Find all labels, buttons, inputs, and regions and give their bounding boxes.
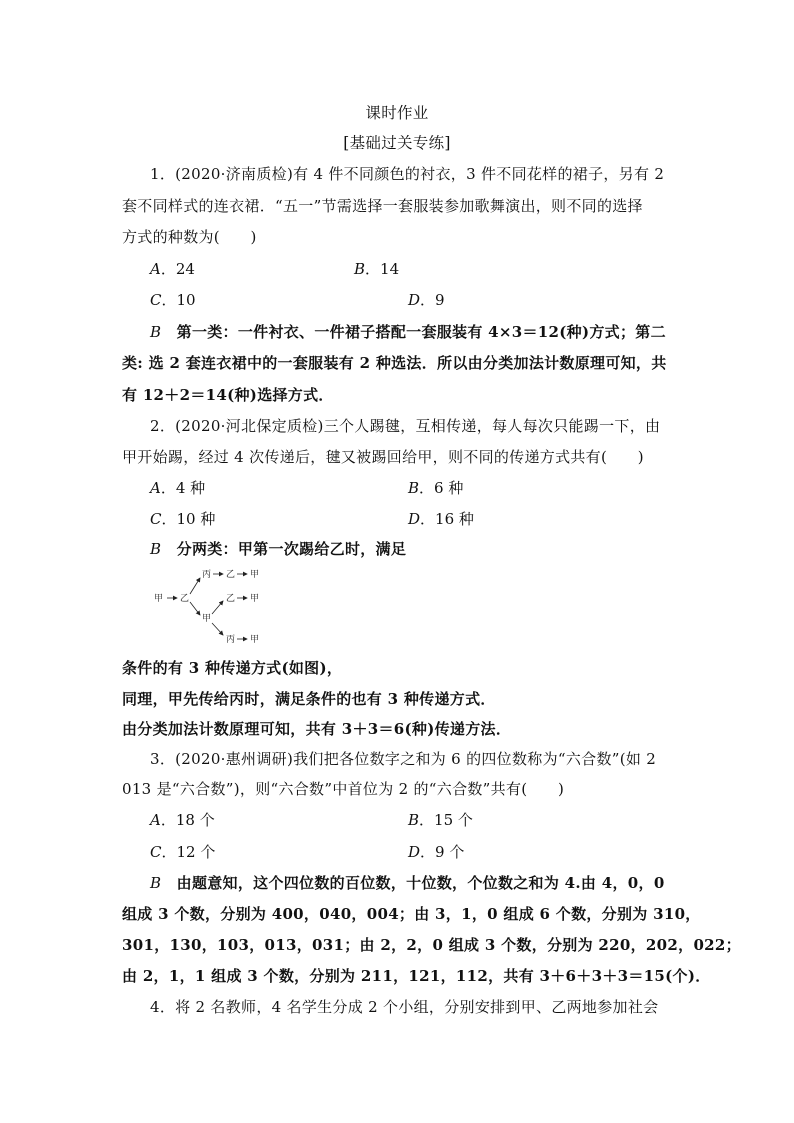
tree-b2-1: 甲 — [250, 594, 260, 604]
q3-option-d: D．9 个 — [408, 843, 465, 861]
q2-answer-line-1: B 分两类：甲第一次踢给乙时，满足 — [150, 540, 407, 558]
q1-line-1: 1．(2020·济南质检)有 4 件不同颜色的衬衣，3 件不同花样的裙子，另有 2 — [150, 165, 665, 183]
tree-b2-0: 乙 — [226, 594, 236, 604]
tree-root: 甲 — [154, 594, 164, 604]
q2-line-1: 2．(2020·河北保定质检)三个人踢毽，互相传递，每人每次只能踢一下，由 — [150, 417, 661, 435]
tree-b1-1: 乙 — [226, 570, 236, 580]
tree-b1-2: 甲 — [250, 570, 260, 580]
q1-line-2: 套不同样式的连衣裙．“五一”节需选择一套服装参加歌舞演出，则不同的选择 — [122, 197, 643, 215]
tree-b3-0: 丙 — [226, 635, 236, 645]
q3-answer-line-1: B 由题意知，这个四位数的百位数，十位数，个位数之和为 4.由 4，0，0 — [150, 874, 665, 892]
tree-arrow-n2-down — [212, 623, 223, 635]
q1-option-b: B．14 — [354, 260, 400, 278]
q2-option-d: D．16 种 — [408, 510, 474, 528]
q1-answer-line-3: 有 12＋2＝14(种)选择方式． — [122, 386, 334, 404]
q3-option-b: B．15 个 — [408, 811, 473, 829]
q1-option-c: C．10 — [150, 291, 196, 309]
page-title: 课时作业 — [365, 104, 429, 122]
tree-b1-0: 丙 — [202, 570, 212, 580]
q3-answer-line-2: 组成 3 个数，分别为 400，040，004；由 3，1，0 组成 6 个数，分别为 310， — [122, 905, 701, 923]
q2-answer-line-2: 条件的有 3 种传递方式(如图)， — [122, 659, 343, 677]
q2-answer-line-4: 由分类加法计数原理可知，共有 3＋3＝6(种)传递方法． — [122, 720, 512, 738]
q1-option-a: A．24 — [150, 260, 195, 278]
q1-answer-line-2: 类: 选 2 套连衣裙中的一套服装有 2 种选法．所以由分类加法计数原理可知，共 — [122, 354, 667, 372]
tree-b3-1: 甲 — [250, 635, 260, 645]
q2-option-c: C．10 种 — [150, 510, 216, 528]
q2-option-b: B．6 种 — [408, 479, 464, 497]
q3-option-a: A．18 个 — [150, 811, 215, 829]
q1-option-d: D．9 — [408, 291, 445, 309]
q3-answer-line-4: 由 2，1，1 组成 3 个数，分别为 211，121，112，共有 3＋6＋3＋3＝15(个)． — [122, 967, 711, 985]
section-heading: [基础过关专练] — [343, 134, 451, 152]
q2-answer-line-3: 同理，甲先传给丙时，满足条件的也有 3 种传递方式． — [122, 690, 496, 708]
q4-line-1: 4．将 2 名教师，4 名学生分成 2 个小组，分别安排到甲、乙两地参加社会 — [150, 998, 659, 1016]
q1-line-3: 方式的种数为( ) — [122, 228, 257, 246]
tree-arrow-down — [190, 602, 200, 615]
q1-answer-line-1: B 第一类：一件衬衣、一件裙子搭配一套服装有 4×3＝12(种)方式；第二 — [150, 323, 666, 341]
q3-answer-line-3: 301，130，103，013，031；由 2，2，0 组成 3 个数，分别为 220，202，022； — [122, 936, 741, 954]
tree-node-2: 甲 — [202, 614, 212, 624]
tree-node-1: 乙 — [180, 594, 190, 604]
tree-arrow-n2-up — [212, 601, 223, 614]
q3-line-1: 3．(2020·惠州调研)我们把各位数字之和为 6 的四位数称为“六合数”(如 2 — [150, 750, 657, 768]
q3-line-2: 013 是“六合数”)，则“六合数”中首位为 2 的“六合数”共有( ) — [122, 780, 565, 798]
q2-option-a: A．4 种 — [150, 479, 206, 497]
q3-option-c: C．12 个 — [150, 843, 216, 861]
passing-tree-diagram — [150, 563, 270, 649]
q2-line-2: 甲开始踢，经过 4 次传递后，毽又被踢回给甲，则不同的传递方式共有( ) — [122, 448, 644, 466]
tree-arrow-up — [190, 578, 200, 594]
